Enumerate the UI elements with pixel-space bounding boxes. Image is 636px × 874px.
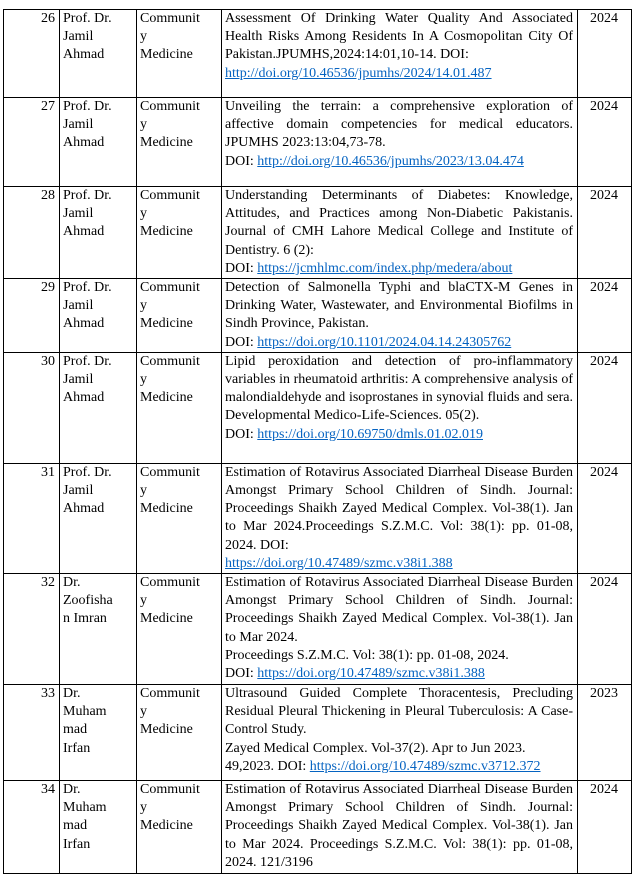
publication-year: 2024 — [578, 187, 632, 279]
author-name: Prof. Dr. Jamil Ahmad — [60, 463, 137, 573]
publication-row — [4, 352, 632, 463]
publication-year: 2024 — [578, 463, 632, 573]
doi-link[interactable]: https://doi.org/10.47489/szmc.v3712.372 — [309, 758, 541, 774]
doi-label: DOI: — [225, 153, 258, 169]
doi-label: DOI: — [225, 666, 258, 682]
citation-text: Estimation of Rotavirus Associated Diarrheal Disease Burden Amongst Primary School Children of Sindh. Journal: Proceedings Shaikh Zayed Medical Complex. Vol-38(1). Jan to Mar 2024.Proceedings S.Z.M.C. Vol: 38(1): pp. 01-08, 2024. DOI: — [225, 464, 573, 553]
doi-line — [225, 65, 573, 83]
publication-year: 2024 — [578, 781, 632, 874]
department: Communit y Medicine — [137, 98, 222, 187]
citation-text: Lipid peroxidation and detection of pro-inflammatory variables in rheumatoid arthritis: A comprehensive analysis of malondialdehyde and isoprostanes in synovial fluids and sera. Developmental Medico-Life-Sciences. 05(2). — [225, 353, 573, 424]
citation-text: Estimation of Rotavirus Associated Diarrheal Disease Burden Amongst Primary School Children of Sindh. Journal: Proceedings Shaikh Zayed Medical Complex. Vol-38(1). Jan to Mar 2024. — [225, 575, 573, 645]
publication-citation — [222, 10, 578, 98]
author-name: Prof. Dr. Jamil Ahmad — [60, 98, 137, 187]
author-name: Dr. Zoofisha n Imran — [60, 574, 137, 685]
doi-link[interactable]: https://doi.org/10.1101/2024.04.14.24305762 — [257, 334, 512, 350]
department: Communit y Medicine — [137, 352, 222, 463]
citation-extra: Proceedings S.Z.M.C. Vol: 38(1): pp. 01-08, 2024. — [225, 647, 509, 663]
author-name: Prof. Dr. Jamil Ahmad — [60, 187, 137, 279]
publication-citation — [222, 463, 578, 573]
publication-row — [4, 187, 632, 279]
publication-row — [4, 98, 632, 187]
serial-number: 27 — [4, 98, 60, 187]
serial-number: 29 — [4, 279, 60, 353]
doi-link[interactable]: http://doi.org/10.46536/jpumhs/2024/14.01.487 — [225, 65, 492, 81]
publication-year: 2024 — [578, 279, 632, 353]
doi-line — [225, 334, 573, 352]
serial-number: 31 — [4, 463, 60, 573]
doi-link[interactable]: https://doi.org/10.69750/dmls.01.02.019 — [257, 426, 483, 442]
department: Communit y Medicine — [137, 781, 222, 874]
publication-row — [4, 279, 632, 353]
publication-row — [4, 781, 632, 874]
doi-line — [225, 153, 573, 171]
serial-number: 30 — [4, 352, 60, 463]
serial-number: 32 — [4, 574, 60, 685]
publication-year: 2024 — [578, 98, 632, 187]
doi-label: DOI: — [225, 260, 258, 276]
serial-number: 28 — [4, 187, 60, 279]
publication-year: 2024 — [578, 10, 632, 98]
serial-number: 33 — [4, 685, 60, 781]
department: Communit y Medicine — [137, 187, 222, 279]
department: Communit y Medicine — [137, 279, 222, 353]
citation-text: Ultrasound Guided Complete Thoracentesis, Precluding Residual Pleural Thickening in Pleural Tuberculosis: A Case-Control Study. — [225, 686, 573, 738]
publication-citation — [222, 781, 578, 874]
publication-citation — [222, 352, 578, 463]
citation-text: Detection of Salmonella Typhi and blaCTX-M Genes in Drinking Water, Wastewater, and Environmental Biofilms in Sindh Province, Pakistan. — [225, 280, 573, 332]
department: Communit y Medicine — [137, 574, 222, 685]
author-name: Prof. Dr. Jamil Ahmad — [60, 352, 137, 463]
citation-text: Estimation of Rotavirus Associated Diarrheal Disease Burden Amongst Primary School Children of Sindh. Journal: Proceedings Shaikh Zayed Medical Complex. Vol-38(1). Jan to Mar 2024. Proceedings S.Z.M.C. Vol: 38(1): pp. 01-08, 2024. 121/3196 — [225, 782, 573, 870]
doi-label: DOI: — [225, 334, 258, 350]
doi-line — [225, 426, 573, 444]
doi-line — [225, 665, 573, 683]
publication-citation — [222, 98, 578, 187]
publications-table-body — [4, 10, 632, 874]
doi-line — [225, 260, 573, 278]
publication-row — [4, 10, 632, 98]
author-name: Prof. Dr. Jamil Ahmad — [60, 10, 137, 98]
serial-number: 34 — [4, 781, 60, 874]
author-name: Dr. Muham mad Irfan — [60, 685, 137, 781]
publication-year: 2023 — [578, 685, 632, 781]
publication-row — [4, 463, 632, 573]
publications-table — [3, 9, 632, 874]
publication-row — [4, 574, 632, 685]
doi-link[interactable]: https://doi.org/10.47489/szmc.v38i1.388 — [225, 555, 453, 571]
publication-year: 2024 — [578, 352, 632, 463]
doi-link[interactable]: http://doi.org/10.46536/jpumhs/2023/13.04.474 — [257, 153, 524, 169]
doi-label: 49,2023. DOI: — [225, 758, 310, 774]
author-name: Dr. Muham mad Irfan — [60, 781, 137, 874]
doi-link[interactable]: https://jcmhlmc.com/index.php/medera/about — [257, 260, 513, 276]
citation-text: Unveiling the terrain: a comprehensive exploration of affective domain competencies for medical educators. JPUMHS 2023:13:04,73-78. — [225, 99, 573, 151]
serial-number: 26 — [4, 10, 60, 98]
department: Communit y Medicine — [137, 463, 222, 573]
publication-citation — [222, 187, 578, 279]
department: Communit y Medicine — [137, 685, 222, 781]
publication-citation — [222, 685, 578, 781]
citation-extra: Zayed Medical Complex. Vol-37(2). Apr to Jun 2023. — [225, 740, 526, 756]
publication-citation — [222, 279, 578, 353]
doi-label: DOI: — [225, 426, 258, 442]
doi-link[interactable]: https://doi.org/10.47489/szmc.v38i1.388 — [257, 666, 485, 682]
doi-line — [225, 555, 573, 573]
citation-text: Understanding Determinants of Diabetes: Knowledge, Attitudes, and Practices among Non-Diabetic Pakistanis. Journal of CMH Lahore Medical College and Institute of Dentistry. 6 (2): — [225, 188, 573, 258]
doi-line — [225, 758, 573, 776]
publication-row — [4, 685, 632, 781]
author-name: Prof. Dr. Jamil Ahmad — [60, 279, 137, 353]
publication-citation — [222, 574, 578, 685]
department: Communit y Medicine — [137, 10, 222, 98]
citation-text: Assessment Of Drinking Water Quality And Associated Health Risks Among Residents In A Cosmopolitan City Of Pakistan.JPUMHS,2024:14:01,10-14. DOI: — [225, 11, 573, 63]
publication-year: 2024 — [578, 574, 632, 685]
